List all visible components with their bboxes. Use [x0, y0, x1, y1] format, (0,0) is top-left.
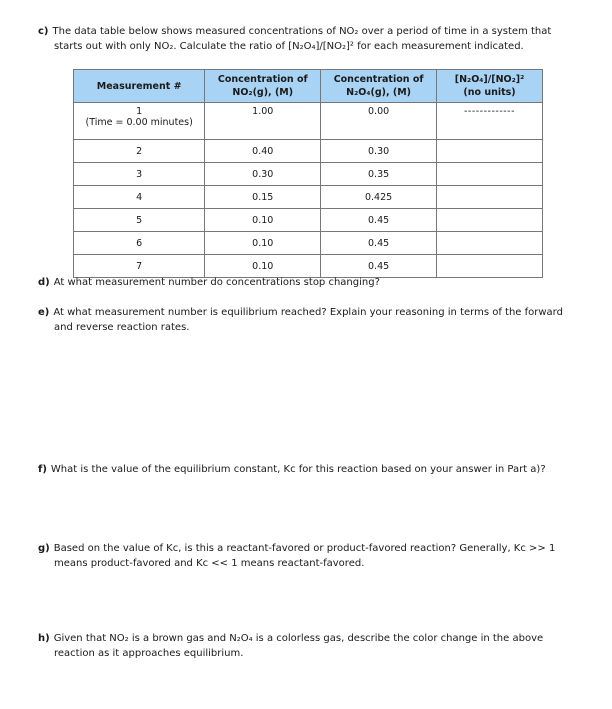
- question-text: The data table below shows measured concentrations of NO₂ over a period of time in a system that: [52, 26, 552, 37]
- question-text-continued: starts out with only NO₂. Calculate the ratio of [N₂O₄]/[NO₂]² for each measurement indicated.: [54, 41, 524, 52]
- header-ratio: [N₂O₄]/[NO₂]² (no units): [437, 70, 543, 103]
- cell-measurement: 4: [74, 186, 205, 209]
- cell-no2: 0.15: [205, 186, 321, 209]
- header-n2o4-concentration: Concentration of N₂O₄(g), (M): [321, 70, 437, 103]
- cell-n2o4: 0.30: [321, 140, 437, 163]
- cell-measurement: 5: [74, 209, 205, 232]
- table-row: [74, 103, 543, 140]
- table-row: [74, 209, 543, 232]
- header-measurement: Measurement #: [74, 70, 205, 103]
- question-label: d): [38, 277, 50, 288]
- table-row: [74, 140, 543, 163]
- table-row: [74, 232, 543, 255]
- question-text: At what measurement number is equilibrium reached? Explain your reasoning in terms of the forward: [53, 307, 563, 318]
- cell-n2o4: 0.45: [321, 232, 437, 255]
- question-text: Given that NO₂ is a brown gas and N₂O₄ is a colorless gas, describe the color change in the above: [53, 633, 544, 644]
- question-label: e): [38, 307, 50, 318]
- cell-no2: 0.10: [205, 209, 321, 232]
- cell-ratio[interactable]: [437, 232, 543, 255]
- question-label: c): [38, 26, 49, 37]
- cell-n2o4: 0.35: [321, 163, 437, 186]
- cell-n2o4: 0.00: [321, 103, 437, 140]
- cell-n2o4: 0.45: [321, 209, 437, 232]
- cell-no2: 0.30: [205, 163, 321, 186]
- cell-ratio[interactable]: [437, 163, 543, 186]
- question-g: [38, 541, 598, 571]
- table-row: [74, 163, 543, 186]
- cell-ratio[interactable]: [437, 140, 543, 163]
- cell-ratio: -------------: [437, 103, 543, 140]
- question-h: [38, 631, 598, 661]
- cell-measurement: 3: [74, 163, 205, 186]
- question-label: h): [38, 633, 50, 644]
- cell-no2: 0.10: [205, 232, 321, 255]
- table-header-row: [74, 70, 543, 103]
- cell-no2: 0.10: [205, 255, 321, 278]
- question-text-continued: reaction as it approaches equilibrium.: [54, 648, 244, 659]
- question-text: At what measurement number do concentrations stop changing?: [53, 277, 380, 288]
- cell-n2o4: 0.425: [321, 186, 437, 209]
- question-e: [38, 305, 598, 335]
- cell-measurement: 1 (Time = 0.00 minutes): [74, 103, 205, 140]
- question-label: g): [38, 543, 50, 554]
- cell-measurement: 6: [74, 232, 205, 255]
- cell-ratio[interactable]: [437, 186, 543, 209]
- question-c: [38, 24, 598, 54]
- question-label: f): [38, 464, 47, 475]
- cell-n2o4: 0.45: [321, 255, 437, 278]
- question-f: [38, 462, 598, 477]
- question-text: What is the value of the equilibrium constant, Kc for this reaction based on your answer in Part a)?: [50, 464, 546, 475]
- question-text-continued: means product-favored and Kc << 1 means reactant-favored.: [54, 558, 365, 569]
- header-no2-concentration: Concentration of NO₂(g), (M): [205, 70, 321, 103]
- cell-no2: 1.00: [205, 103, 321, 140]
- question-d: [38, 275, 598, 290]
- cell-ratio[interactable]: [437, 209, 543, 232]
- question-text-continued: and reverse reaction rates.: [54, 322, 190, 333]
- question-text: Based on the value of Kc, is this a reactant-favored or product-favored reaction? Generally, Kc >> 1: [53, 543, 556, 554]
- table-row: [74, 186, 543, 209]
- cell-measurement: 7: [74, 255, 205, 278]
- cell-measurement: 2: [74, 140, 205, 163]
- concentration-table: [73, 69, 543, 278]
- cell-no2: 0.40: [205, 140, 321, 163]
